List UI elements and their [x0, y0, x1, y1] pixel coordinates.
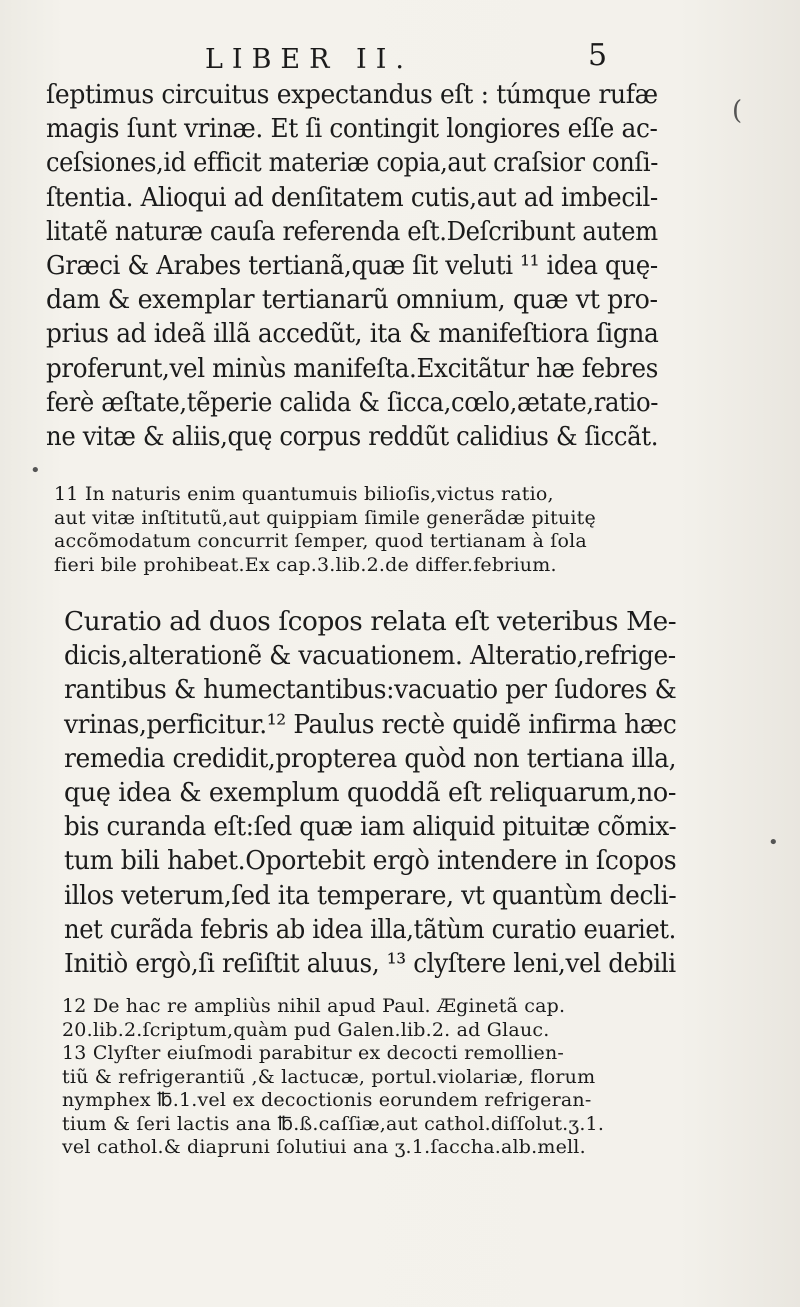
- text-line: prius ad ideã illã accedũt, ita & manifeſtiora ſigna: [46, 318, 659, 350]
- text-line: magis ſunt vrinæ. Et ſi contingit longiores eſſe ac-: [46, 113, 658, 145]
- text-line: dicis,alterationẽ & vacuationem. Alteratio,refrige-: [64, 640, 676, 672]
- text-line: ceſsiones,id efficit materiæ copia,aut craſsior conſi-: [46, 147, 659, 179]
- text-line: ſeptimus circuitus expectandus eſt : túmque rufæ: [46, 79, 658, 110]
- text-line: bis curanda eſt:ſed quæ iam aliquid pituitæ cõmix-: [64, 811, 677, 843]
- margin-bracket-mark: (: [732, 96, 743, 126]
- footnotes-12-13: [62, 995, 674, 1160]
- note-line: 12 De hac re ampliùs nihil apud Paul. Æginetã cap.: [62, 995, 566, 1017]
- margin-dot-mark: •: [30, 460, 41, 481]
- note-line: 13 Clyſter eiuſmodi parabitur ex decocti remollien-: [62, 1042, 565, 1064]
- text-line: ne vitæ & aliis,quę corpus reddũt calidius & ſiccãt.: [46, 420, 659, 452]
- footnote-11: [54, 483, 666, 577]
- note-line: aut vitæ inſtitutũ,aut quippiam ſimile generãdæ pituitę: [54, 506, 596, 529]
- text-line: vrinas,perficitur.¹² Paulus rectè quidẽ infirma hæc: [64, 708, 677, 740]
- text-line: remedia credidit,propterea quòd non tertiana illa,: [64, 742, 677, 774]
- text-line: ferè æſtate,tẽperie calida & ſicca,cœlo,ætate,ratio-: [46, 386, 659, 418]
- text-line: Initiò ergò,ſi reſiſtit aluus, ¹³ clyſtere leni,vel debili: [64, 947, 676, 979]
- note-line: 11 In naturis enim quantumuis bilioſis,victus ratio,: [54, 483, 554, 505]
- main-text-paragraph-2: [64, 605, 676, 981]
- text-line: dam & exemplar tertianarũ omnium, quæ vt pro-: [46, 284, 658, 316]
- text-line: ſtentia. Alioqui ad denſitatem cutis,aut ad imbecil-: [46, 181, 658, 213]
- margin-dot-mark: •: [768, 832, 779, 853]
- note-line: fieri bile prohibeat.Ex cap.3.lib.2.de differ.febrium.: [54, 553, 557, 576]
- text-line: illos veterum,ſed ita temperare, vt quantùm decli-: [64, 879, 677, 911]
- note-line: vel cathol.& diapruni ſolutiui ana ʒ.1.ſaccha.alb.mell.: [62, 1136, 586, 1158]
- note-line: accõmodatum concurrit ſemper, quod tertianam à ſola: [54, 530, 587, 552]
- text-line: proferunt,vel minùs manifeſta.Excitãtur hæ febres: [46, 352, 658, 384]
- note-line: 20.lib.2.ſcriptum,quàm pud Galen.lib.2. ad Glauc.: [62, 1018, 550, 1041]
- text-line: litatẽ naturæ cauſa referenda eſt.Deſcribunt autem: [46, 215, 658, 247]
- text-line: tum bili habet.Oportebit ergò intendere in ſcopos: [64, 845, 677, 877]
- note-line: tiũ & refrigerantiũ ,& lactucæ, portul.violariæ, florum: [62, 1065, 596, 1088]
- note-line: nymphex ℔.1.vel ex decoctionis eorundem refrigeran-: [62, 1089, 592, 1111]
- page-number: 5: [588, 38, 608, 73]
- running-title: LIBER II.: [205, 44, 413, 75]
- main-text-paragraph-1: [46, 78, 658, 454]
- text-line: Curatio ad duos ſcopos relata eſt veteribus Me-: [64, 606, 677, 637]
- text-line: Græci & Arabes tertianã,quæ ſit veluti ¹¹ idea quę-: [46, 249, 658, 281]
- text-line: quę idea & exemplum quoddã eſt reliquarum,no-: [64, 776, 677, 808]
- text-line: rantibus & humectantibus:vacuatio per ſudores &: [64, 674, 677, 706]
- note-line: tium & ſeri lactis ana ℔.ß.caſſiæ,aut cathol.diſſolut.ʒ.1.: [62, 1112, 605, 1135]
- text-line: net curãda febris ab idea illa,tãtùm curatio euariet.: [64, 913, 677, 945]
